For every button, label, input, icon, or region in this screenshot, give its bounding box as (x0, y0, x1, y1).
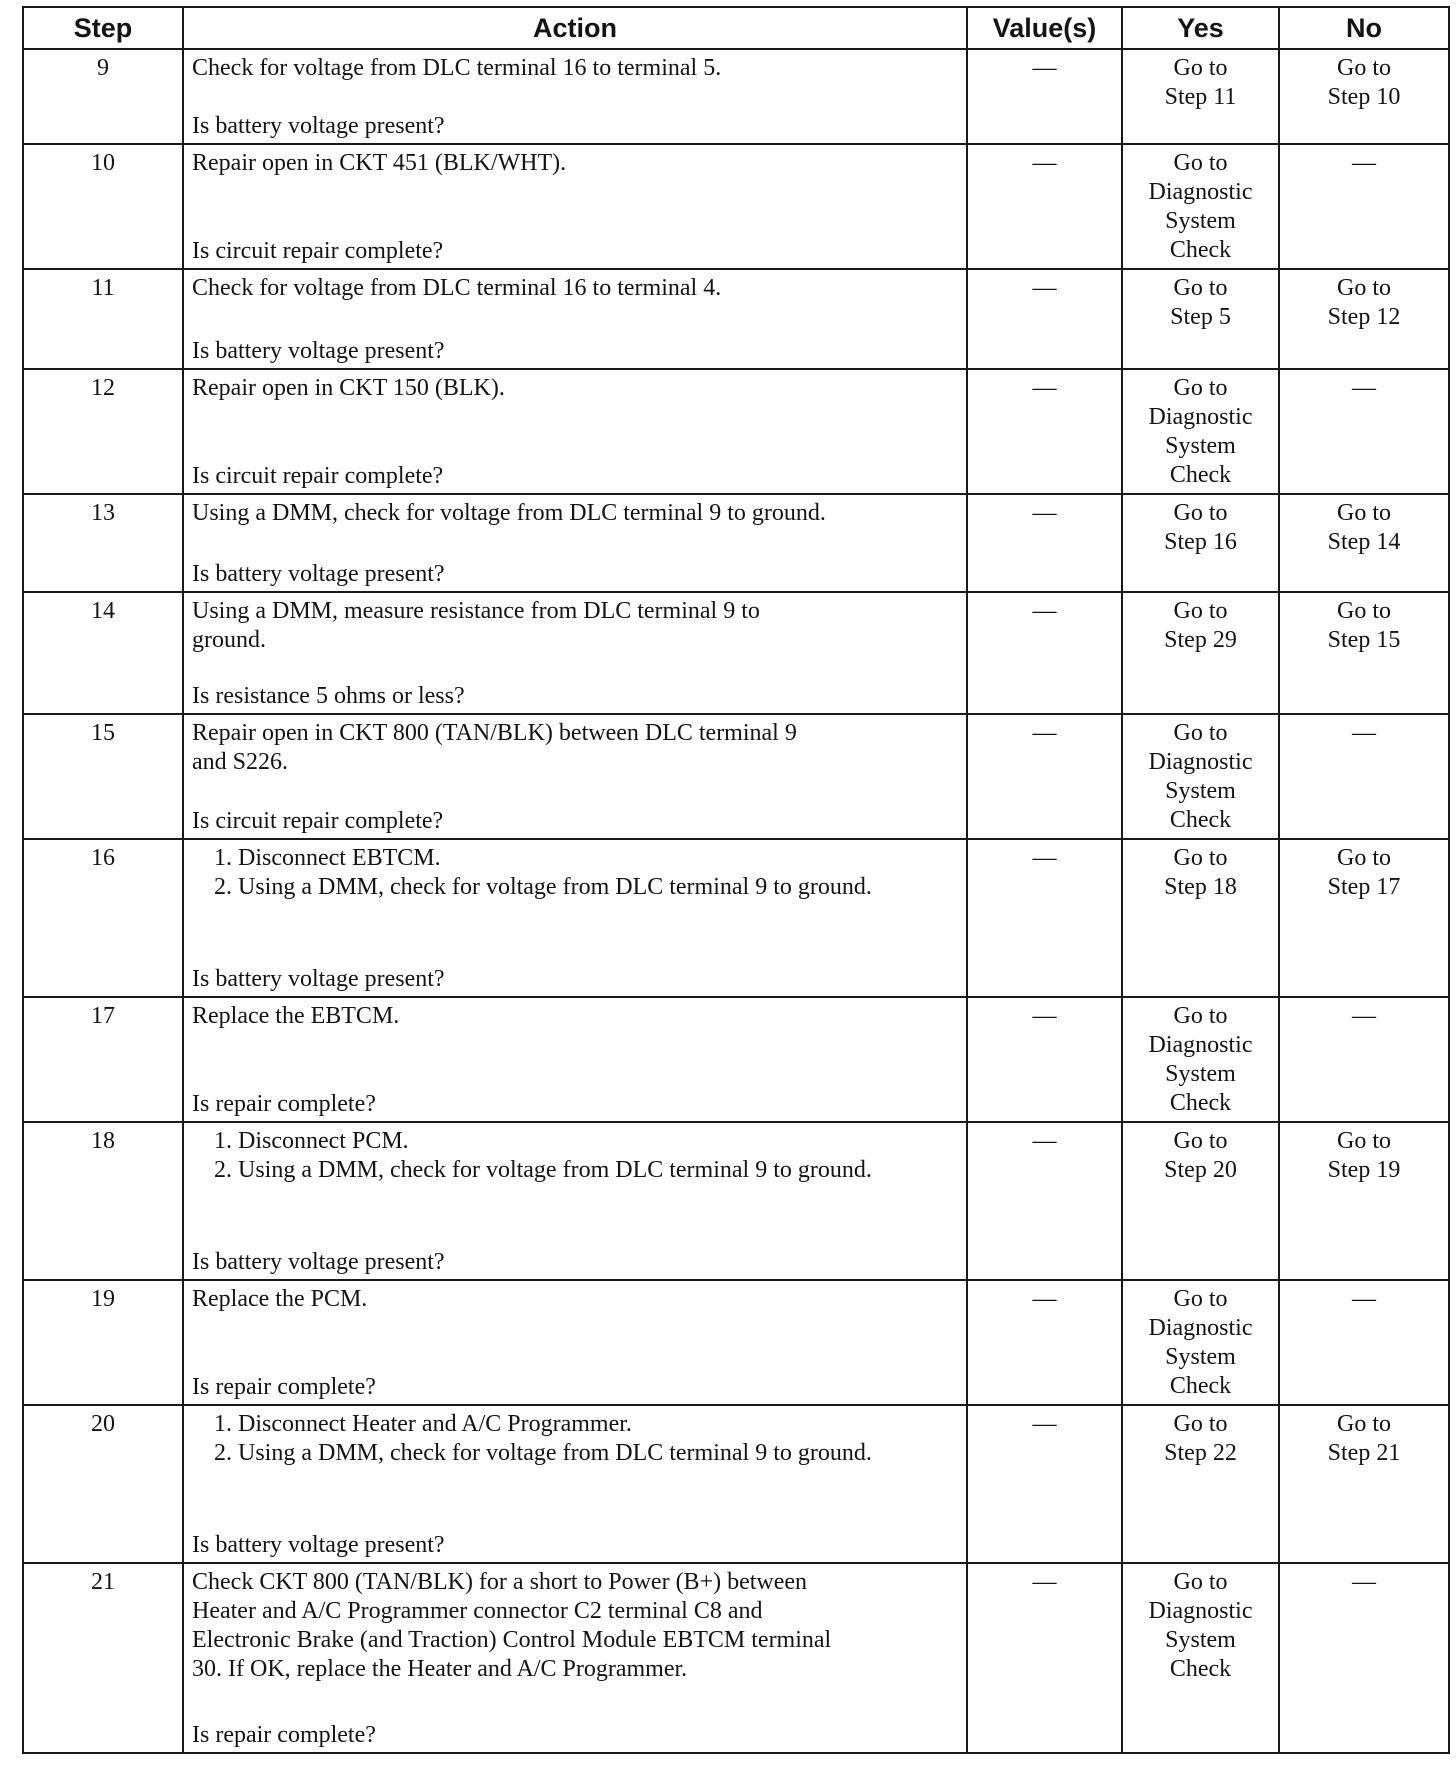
header-step: Step (23, 7, 183, 49)
yes-line: Go to (1173, 598, 1228, 624)
action-question: Is repair complete? (192, 1091, 376, 1117)
yes-line: Go to (1173, 845, 1228, 871)
step-number: 17 (23, 997, 183, 1122)
no-cell (1279, 494, 1449, 592)
table-row (23, 714, 1449, 839)
action-question: Is battery voltage present? (192, 1532, 445, 1558)
action-question: Is battery voltage present? (192, 338, 445, 364)
step-number: 13 (23, 494, 183, 592)
value-cell: — (967, 839, 1122, 997)
value-cell: — (967, 494, 1122, 592)
action-question: Is repair complete? (192, 1722, 376, 1748)
no-cell (1279, 1122, 1449, 1280)
table-row (23, 269, 1449, 369)
header-no: No (1279, 7, 1449, 49)
yes-cell (1122, 997, 1279, 1122)
no-line: Step 21 (1327, 1440, 1401, 1466)
action-text: Check for voltage from DLC terminal 16 to terminal 4. (192, 275, 722, 301)
yes-cell (1122, 369, 1279, 494)
value-cell: — (967, 592, 1122, 714)
action-question: Is repair complete? (192, 1374, 376, 1400)
no-line: — (1352, 1286, 1376, 1312)
yes-line: Step 18 (1164, 874, 1237, 900)
table-body (23, 49, 1449, 1753)
no-line: — (1352, 150, 1376, 176)
action-cell (183, 1122, 967, 1280)
yes-cell (1122, 592, 1279, 714)
value-cell: — (967, 997, 1122, 1122)
table-row (23, 49, 1449, 144)
yes-line: System (1165, 433, 1236, 459)
yes-line: Check (1169, 807, 1232, 833)
action-list-item: 1. Disconnect Heater and A/C Programmer. (214, 1411, 632, 1437)
table-row (23, 1122, 1449, 1280)
yes-cell (1122, 714, 1279, 839)
action-cell (183, 997, 967, 1122)
action-list-item: 1. Disconnect PCM. (214, 1128, 409, 1154)
action-text: Using a DMM, check for voltage from DLC terminal 9 to ground. (192, 500, 826, 526)
action-question: Is battery voltage present? (192, 561, 445, 587)
step-number: 10 (23, 144, 183, 269)
no-line: Step 17 (1327, 874, 1401, 900)
yes-cell (1122, 1122, 1279, 1280)
action-text: ground. (192, 627, 266, 653)
yes-line: System (1165, 1061, 1236, 1087)
yes-line: Go to (1173, 55, 1228, 81)
action-question: Is battery voltage present? (192, 966, 445, 992)
no-cell (1279, 714, 1449, 839)
table-row (23, 997, 1449, 1122)
header-action: Action (183, 7, 967, 49)
action-question: Is battery voltage present? (192, 113, 445, 139)
value-cell: — (967, 1405, 1122, 1563)
yes-line: System (1165, 208, 1236, 234)
no-cell (1279, 592, 1449, 714)
action-cell (183, 714, 967, 839)
table-row (23, 369, 1449, 494)
action-text: Repair open in CKT 800 (TAN/BLK) between DLC terminal 9 (192, 720, 797, 746)
no-line: Go to (1337, 845, 1391, 871)
yes-line: Go to (1173, 500, 1228, 526)
yes-cell (1122, 839, 1279, 997)
yes-line: Step 22 (1164, 1440, 1237, 1466)
yes-line: Step 16 (1164, 529, 1237, 555)
yes-line: Check (1169, 1656, 1232, 1682)
step-number: 16 (23, 839, 183, 997)
header-row (23, 7, 1449, 49)
value-cell: — (967, 269, 1122, 369)
no-line: Step 12 (1327, 304, 1401, 330)
action-cell (183, 369, 967, 494)
yes-line: System (1165, 778, 1236, 804)
action-text: Check for voltage from DLC terminal 16 to terminal 5. (192, 55, 722, 81)
action-question: Is circuit repair complete? (192, 808, 444, 834)
action-cell (183, 144, 967, 269)
no-cell (1279, 1405, 1449, 1563)
no-line: — (1352, 1569, 1376, 1595)
value-cell: — (967, 49, 1122, 144)
step-number: 20 (23, 1405, 183, 1563)
value-cell: — (967, 144, 1122, 269)
table-row (23, 144, 1449, 269)
action-question: Is circuit repair complete? (192, 238, 444, 264)
yes-line: Go to (1173, 275, 1228, 301)
yes-line: Go to (1173, 1128, 1228, 1154)
action-list-item: 2. Using a DMM, check for voltage from DLC terminal 9 to ground. (214, 1157, 872, 1183)
no-line: Step 14 (1327, 529, 1401, 555)
action-question: Is circuit repair complete? (192, 463, 444, 489)
no-cell (1279, 1280, 1449, 1405)
action-cell (183, 49, 967, 144)
yes-cell (1122, 144, 1279, 269)
no-line: Go to (1337, 55, 1391, 81)
no-line: — (1352, 720, 1376, 746)
no-cell (1279, 839, 1449, 997)
no-cell (1279, 1563, 1449, 1753)
table-row (23, 839, 1449, 997)
yes-line: Check (1169, 462, 1232, 488)
yes-line: Go to (1173, 1286, 1228, 1312)
action-list-item: 2. Using a DMM, check for voltage from DLC terminal 9 to ground. (214, 874, 872, 900)
yes-line: Check (1169, 1373, 1232, 1399)
action-text: Using a DMM, measure resistance from DLC terminal 9 to (192, 598, 760, 624)
yes-line: Step 5 (1170, 304, 1231, 330)
yes-cell (1122, 49, 1279, 144)
no-cell (1279, 997, 1449, 1122)
action-question: Is resistance 5 ohms or less? (192, 683, 465, 709)
yes-line: Diagnostic (1148, 749, 1253, 775)
yes-line: Go to (1173, 720, 1228, 746)
yes-line: Go to (1173, 1411, 1228, 1437)
no-line: — (1352, 1003, 1376, 1029)
yes-cell (1122, 1405, 1279, 1563)
step-number: 12 (23, 369, 183, 494)
action-cell (183, 839, 967, 997)
action-text: Heater and A/C Programmer connector C2 terminal C8 and (192, 1598, 763, 1624)
table-row (23, 592, 1449, 714)
no-line: Go to (1337, 275, 1391, 301)
action-cell (183, 592, 967, 714)
action-text: Check CKT 800 (TAN/BLK) for a short to Power (B+) between (192, 1569, 808, 1595)
action-text: Replace the PCM. (192, 1286, 368, 1312)
yes-line: Diagnostic (1148, 179, 1253, 205)
no-line: Go to (1337, 598, 1391, 624)
action-text: and S226. (192, 749, 288, 775)
action-text: Replace the EBTCM. (192, 1003, 400, 1029)
yes-cell (1122, 1563, 1279, 1753)
action-cell (183, 1280, 967, 1405)
step-number: 9 (23, 49, 183, 144)
yes-line: Diagnostic (1148, 1315, 1253, 1341)
yes-line: Go to (1173, 375, 1228, 401)
no-line: Step 15 (1327, 627, 1401, 653)
no-line: Step 19 (1327, 1157, 1401, 1183)
yes-cell (1122, 494, 1279, 592)
header-values: Value(s) (967, 7, 1122, 49)
value-cell: — (967, 1122, 1122, 1280)
yes-line: Check (1169, 1090, 1232, 1116)
action-list-item: 1. Disconnect EBTCM. (214, 845, 441, 871)
value-cell: — (967, 1563, 1122, 1753)
action-question: Is battery voltage present? (192, 1249, 445, 1275)
table-row (23, 494, 1449, 592)
yes-line: Step 29 (1164, 627, 1237, 653)
no-cell (1279, 144, 1449, 269)
action-cell (183, 1563, 967, 1753)
step-number: 14 (23, 592, 183, 714)
yes-line: Go to (1173, 1569, 1228, 1595)
yes-line: Diagnostic (1148, 1598, 1253, 1624)
step-number: 11 (23, 269, 183, 369)
no-cell (1279, 49, 1449, 144)
yes-line: Diagnostic (1148, 1032, 1253, 1058)
yes-line: Step 20 (1164, 1157, 1237, 1183)
table-row (23, 1563, 1449, 1753)
yes-line: System (1165, 1344, 1236, 1370)
no-line: Go to (1337, 1411, 1391, 1437)
action-text: Electronic Brake (and Traction) Control Module EBTCM terminal (192, 1627, 832, 1653)
step-number: 21 (23, 1563, 183, 1753)
yes-cell (1122, 269, 1279, 369)
yes-line: Step 11 (1164, 84, 1237, 110)
step-number: 18 (23, 1122, 183, 1280)
diagnostic-table (22, 6, 1450, 1754)
no-cell (1279, 369, 1449, 494)
action-list-item: 2. Using a DMM, check for voltage from DLC terminal 9 to ground. (214, 1440, 872, 1466)
step-number: 15 (23, 714, 183, 839)
value-cell: — (967, 714, 1122, 839)
yes-line: Go to (1173, 150, 1228, 176)
no-line: Go to (1337, 1128, 1391, 1154)
action-cell (183, 494, 967, 592)
action-text: 30. If OK, replace the Heater and A/C Programmer. (192, 1656, 688, 1682)
header-yes: Yes (1122, 7, 1279, 49)
action-text: Repair open in CKT 150 (BLK). (192, 375, 505, 401)
yes-cell (1122, 1280, 1279, 1405)
table-row (23, 1280, 1449, 1405)
action-cell (183, 269, 967, 369)
yes-line: Check (1169, 237, 1232, 263)
action-text: Repair open in CKT 451 (BLK/WHT). (192, 150, 567, 176)
step-number: 19 (23, 1280, 183, 1405)
action-cell (183, 1405, 967, 1563)
no-line: Go to (1337, 500, 1391, 526)
no-line: — (1352, 375, 1376, 401)
yes-line: Diagnostic (1148, 404, 1253, 430)
no-cell (1279, 269, 1449, 369)
no-line: Step 10 (1327, 84, 1401, 110)
value-cell: — (967, 369, 1122, 494)
table-row (23, 1405, 1449, 1563)
yes-line: System (1165, 1627, 1236, 1653)
value-cell: — (967, 1280, 1122, 1405)
yes-line: Go to (1173, 1003, 1228, 1029)
